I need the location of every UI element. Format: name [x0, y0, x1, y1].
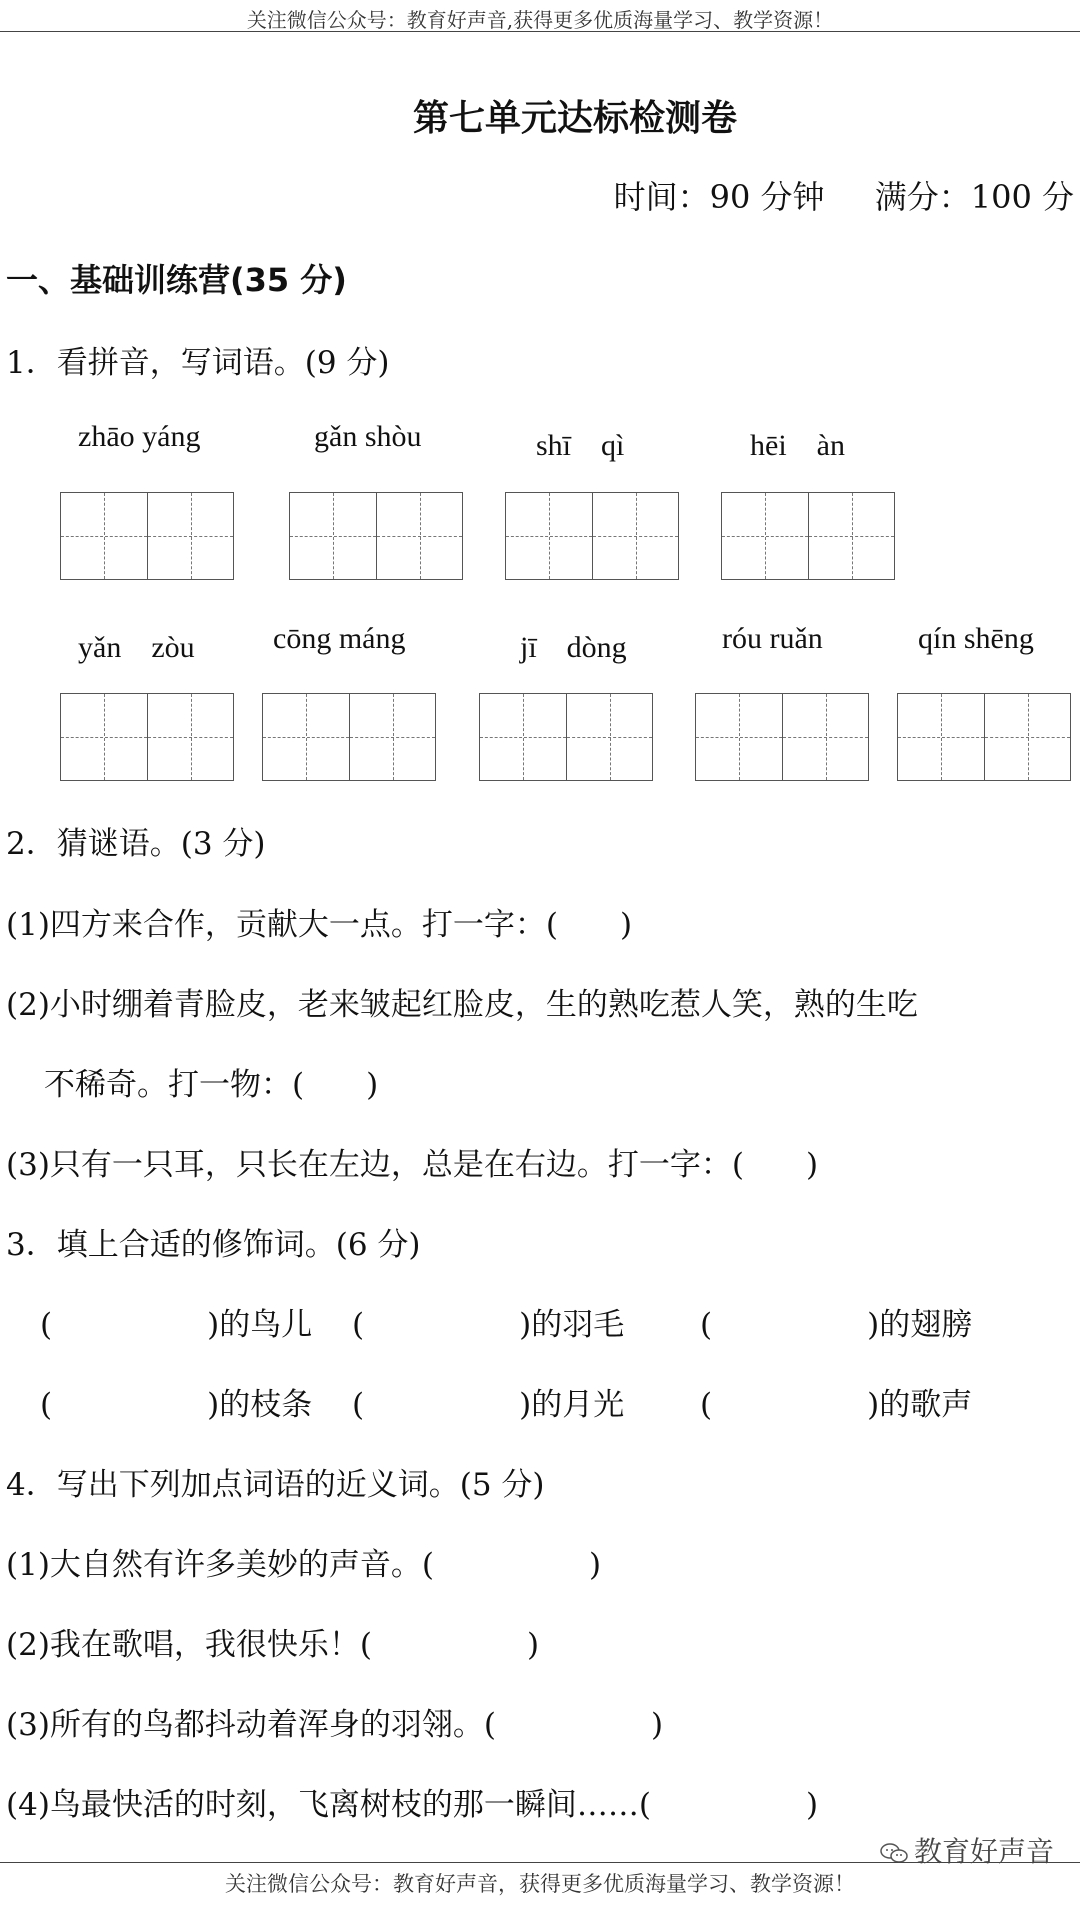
fill-blank[interactable]: ( )的鸟儿	[40, 1307, 313, 1343]
question-2-stem: 2．猜谜语。(3 分)	[6, 826, 266, 862]
page-footer-text: 关注微信公众号：教育好声音，获得更多优质海量学习、教学资源！	[225, 1872, 855, 1896]
pinyin-label: qín shēng	[918, 622, 1034, 655]
writing-grid[interactable]	[479, 693, 653, 781]
pinyin-label: yǎn zòu	[78, 631, 195, 664]
section-title: 一、基础训练营(35 分)	[6, 261, 347, 299]
synonym-item[interactable]: (3)所有的鸟都抖动着浑身的羽翎。( )	[6, 1707, 664, 1743]
header-divider	[0, 31, 1080, 32]
fill-blank[interactable]: ( )的月光	[352, 1387, 625, 1423]
question-3-stem: 3．填上合适的修饰词。(6 分)	[6, 1227, 421, 1263]
pinyin-label: jī dòng	[520, 631, 627, 664]
riddle-item: (3)只有一只耳，只长在左边，总是在右边。打一字：( )	[6, 1147, 819, 1183]
wechat-icon	[880, 1842, 908, 1864]
watermark-text: 教育好声音	[914, 1835, 1055, 1868]
synonym-item[interactable]: (4)鸟最快活的时刻，飞离树枝的那一瞬间……( )	[6, 1787, 819, 1823]
page-header-text: 关注微信公众号：教育好声音,获得更多优质海量学习、教学资源！	[246, 8, 834, 32]
exam-time: 时间：90 分钟	[613, 178, 825, 216]
pinyin-label: hēi àn	[750, 429, 845, 462]
synonym-item[interactable]: (2)我在歌唱，我很快乐！( )	[6, 1627, 540, 1663]
writing-grid[interactable]	[60, 693, 234, 781]
wechat-watermark	[880, 1830, 1054, 1870]
writing-grid[interactable]	[721, 492, 895, 580]
fill-blank[interactable]: ( )的翅膀	[700, 1307, 973, 1343]
riddle-item: (2)小时绷着青脸皮，老来皱起红脸皮，生的熟吃惹人笑，熟的生吃	[6, 987, 918, 1023]
synonym-item[interactable]: (1)大自然有许多美妙的声音。( )	[6, 1547, 602, 1583]
writing-grid[interactable]	[695, 693, 869, 781]
question-4-stem: 4．写出下列加点词语的近义词。(5 分)	[6, 1467, 545, 1503]
writing-grid[interactable]	[289, 492, 463, 580]
riddle-item-continued: 不稀奇。打一物：( )	[44, 1067, 379, 1103]
fill-blank[interactable]: ( )的羽毛	[352, 1307, 625, 1343]
fill-blank[interactable]: ( )的歌声	[700, 1387, 973, 1423]
writing-grid[interactable]	[897, 693, 1071, 781]
writing-grid[interactable]	[60, 492, 234, 580]
pinyin-label: róu ruǎn	[722, 622, 823, 655]
writing-grid[interactable]	[262, 693, 436, 781]
pinyin-label: gǎn shòu	[314, 420, 422, 453]
pinyin-label: shī qì	[536, 429, 625, 462]
question-1-stem: 1．看拼音，写词语。(9 分)	[6, 345, 390, 381]
writing-grid[interactable]	[505, 492, 679, 580]
riddle-item: (1)四方来合作，贡献大一点。打一字：( )	[6, 907, 633, 943]
fill-blank[interactable]: ( )的枝条	[40, 1387, 313, 1423]
exam-meta	[574, 172, 1074, 218]
page-title: 第七单元达标检测卷	[412, 98, 737, 139]
pinyin-label: cōng máng	[273, 622, 406, 655]
exam-score: 满分：100 分	[874, 178, 1074, 216]
pinyin-label: zhāo yáng	[78, 420, 201, 453]
footer-divider	[0, 1862, 1080, 1863]
